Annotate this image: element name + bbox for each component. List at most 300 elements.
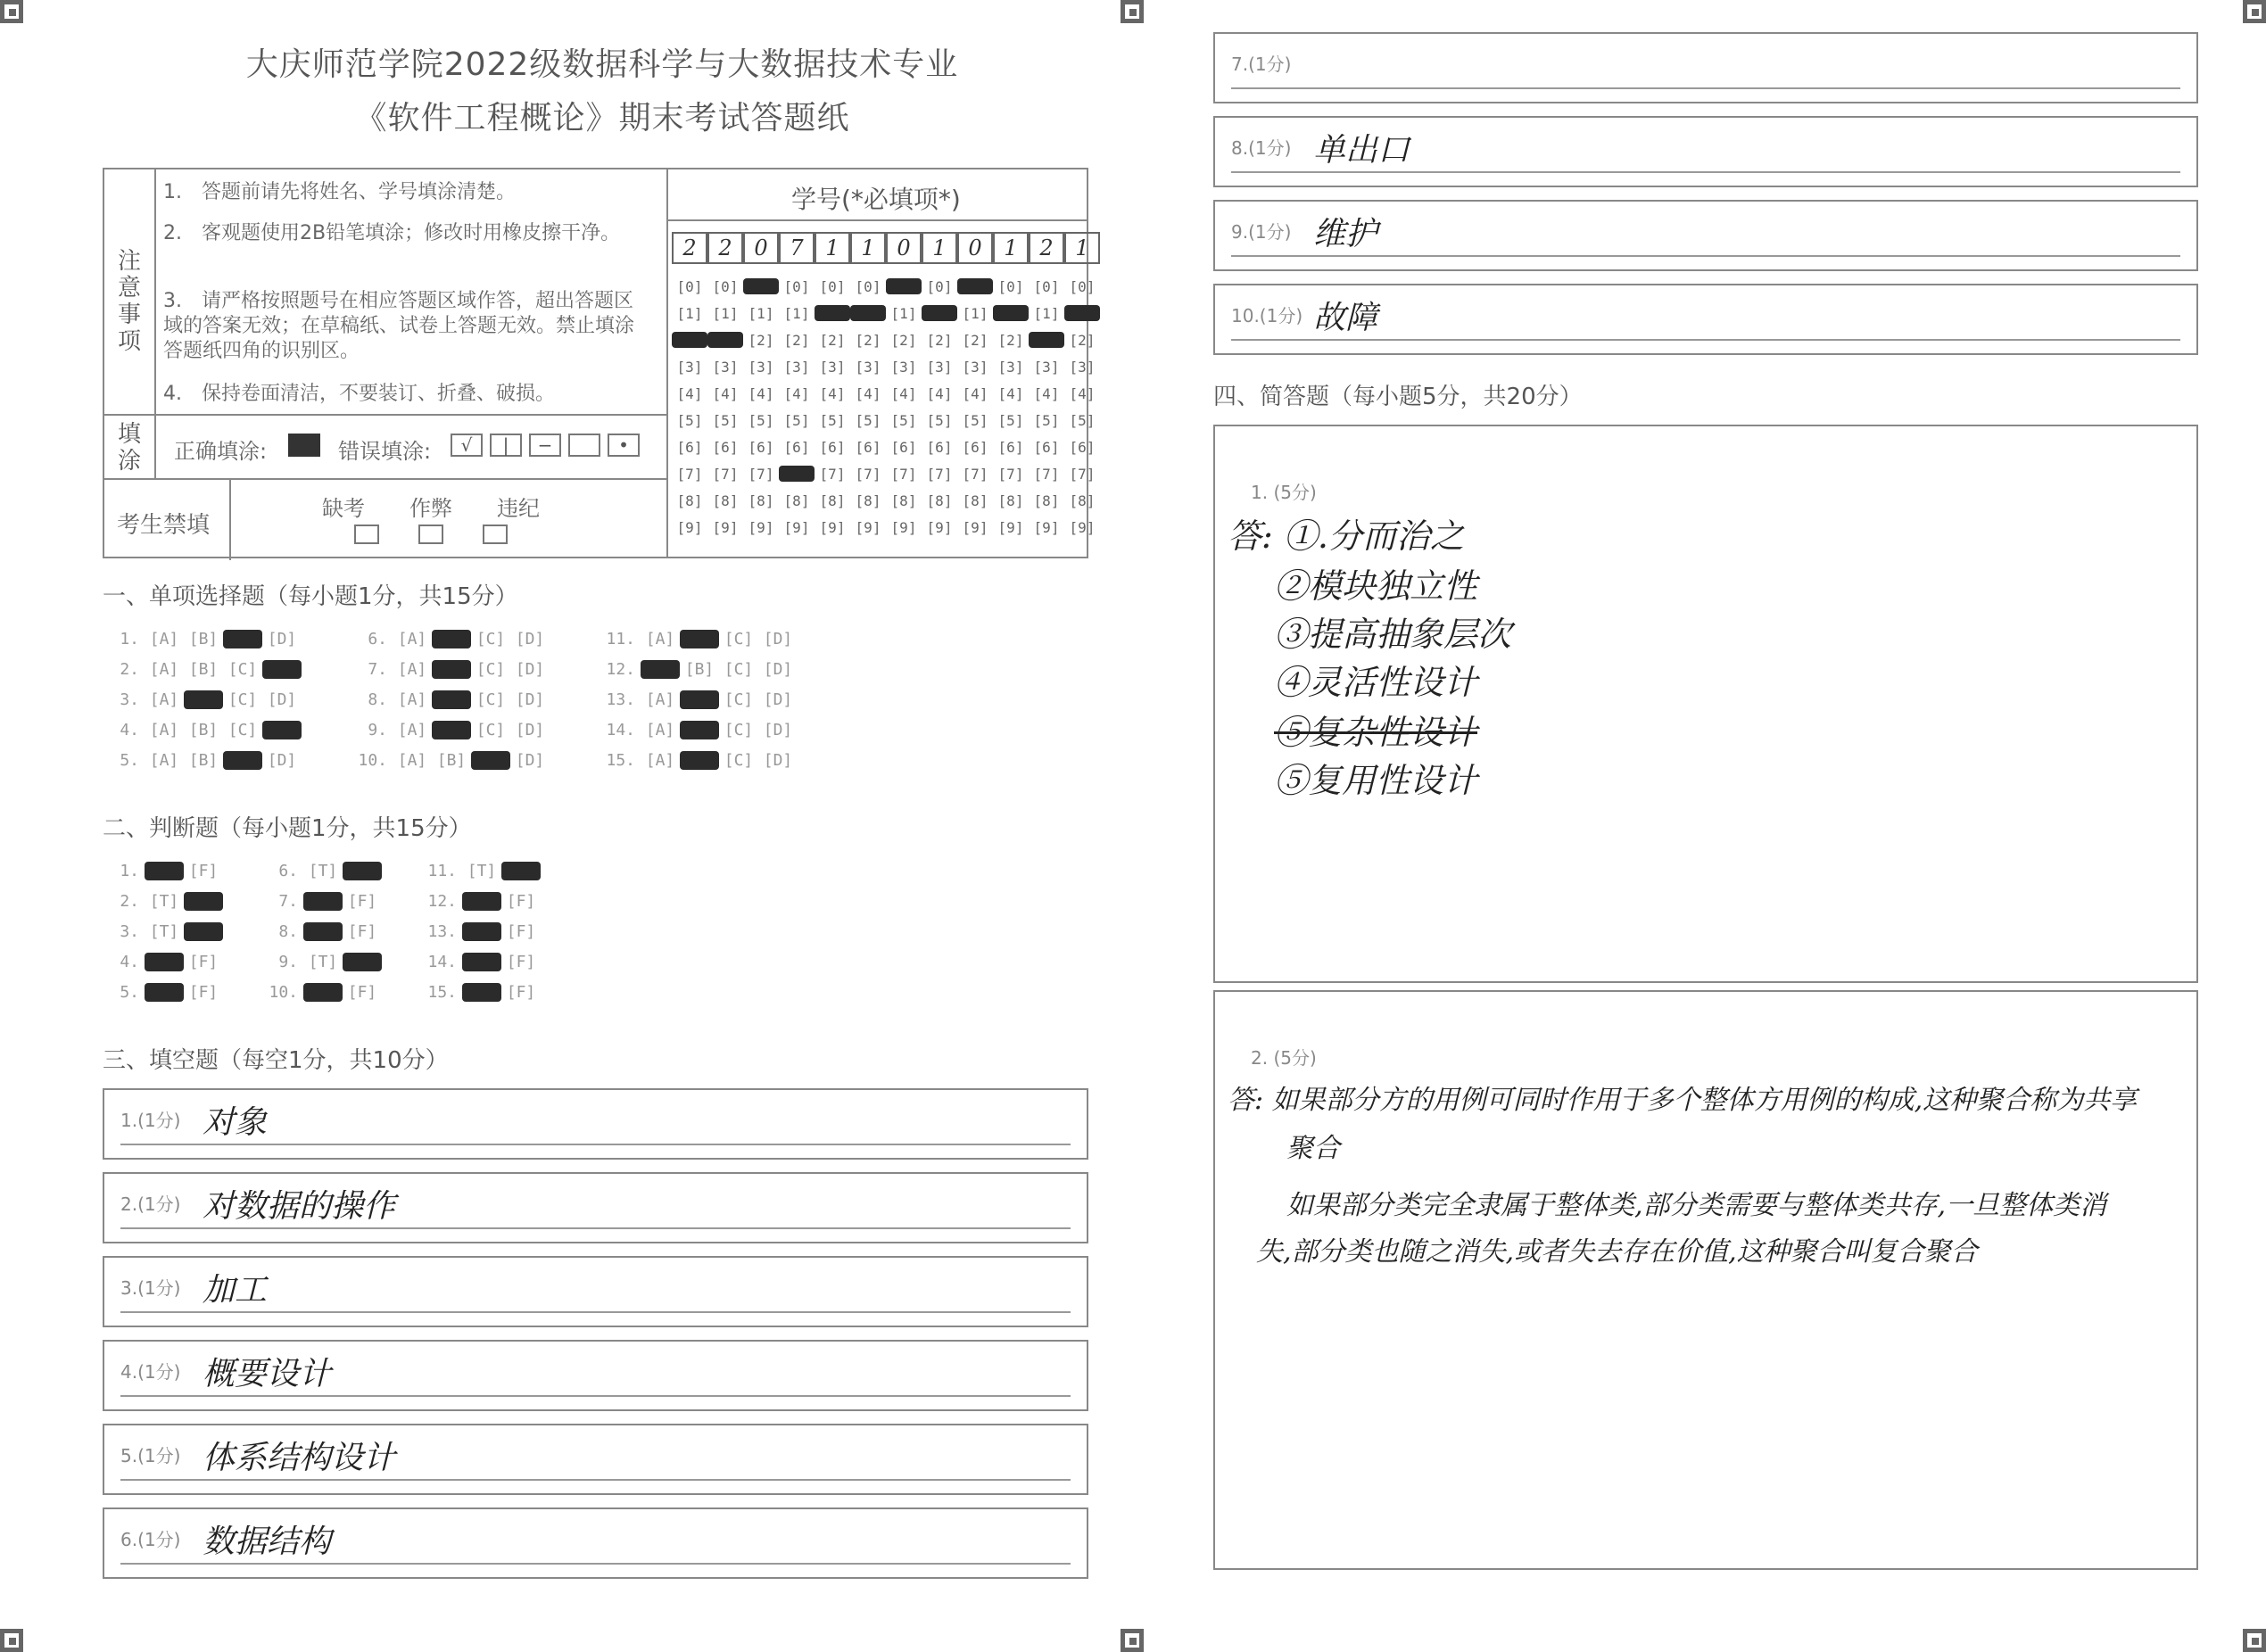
student-id-bubble[interactable]: [6] xyxy=(997,439,1024,456)
student-id-bubble[interactable]: [5] xyxy=(1033,412,1060,429)
fill-blank-label: 8.(1分) xyxy=(1231,137,1292,159)
choice-option[interactable]: [B] xyxy=(188,630,219,648)
choice-option[interactable] xyxy=(262,660,302,679)
judgement-option[interactable]: [T] xyxy=(467,862,497,880)
choice-option[interactable]: [C] xyxy=(476,660,506,679)
judgement-option[interactable] xyxy=(145,983,184,1002)
choice-option[interactable]: [B] xyxy=(684,660,715,679)
judgement-option[interactable]: [F] xyxy=(506,953,536,971)
choice-option[interactable]: [C] xyxy=(476,690,506,709)
student-id-bubble[interactable] xyxy=(957,278,993,294)
student-id-bubble[interactable]: [4] xyxy=(676,385,703,402)
wrong-mark-dash: − xyxy=(529,434,561,457)
student-id-bubble[interactable]: [2] xyxy=(926,332,953,349)
fill-blank-box[interactable] xyxy=(103,1256,1088,1327)
choice-option[interactable]: [D] xyxy=(515,660,545,679)
student-id-bubble[interactable]: [5] xyxy=(926,412,953,429)
judgement-option[interactable]: [F] xyxy=(188,953,219,971)
choice-option[interactable] xyxy=(680,630,719,648)
student-id-bubble[interactable] xyxy=(993,305,1029,321)
choice-option[interactable]: [D] xyxy=(515,721,545,739)
fill-blank-box[interactable] xyxy=(103,1340,1088,1411)
choice-option[interactable] xyxy=(432,660,471,679)
student-id-bubble[interactable]: [7] xyxy=(712,466,739,483)
student-id-digit[interactable]: 1 xyxy=(922,232,957,264)
judgement-option[interactable]: [T] xyxy=(149,892,179,911)
fill-blank-underline xyxy=(120,1144,1071,1145)
choice-option[interactable]: [A] xyxy=(149,630,179,648)
fill-heading: 填涂 xyxy=(117,421,141,475)
choice-question xyxy=(346,660,550,679)
student-id-bubble[interactable]: [8] xyxy=(1069,492,1096,509)
corner-mark-bottom-center xyxy=(1121,1629,1144,1652)
student-id-bubble[interactable]: [2] xyxy=(819,332,846,349)
student-id-digit[interactable]: 1 xyxy=(815,232,850,264)
fill-blank-box[interactable] xyxy=(103,1088,1088,1160)
judgement-question xyxy=(98,953,223,971)
student-id-bubble[interactable]: [6] xyxy=(855,439,881,456)
short-answer-1-label: 1. (5分) xyxy=(1251,482,1317,503)
student-id-bubble[interactable]: [5] xyxy=(819,412,846,429)
judgement-option[interactable]: [F] xyxy=(347,983,377,1002)
choice-option[interactable]: [D] xyxy=(267,690,297,709)
student-id-bubble[interactable]: [0] xyxy=(1033,278,1060,295)
student-id-bubble[interactable]: [8] xyxy=(819,492,846,509)
student-id-bubble[interactable]: [5] xyxy=(962,412,988,429)
corner-mark-top-right xyxy=(2243,0,2266,23)
student-id-bubble[interactable]: [2] xyxy=(855,332,881,349)
student-id-bubble[interactable]: [3] xyxy=(712,359,739,376)
student-id-bubble[interactable]: [8] xyxy=(1033,492,1060,509)
student-id-bubble[interactable]: [2] xyxy=(997,332,1024,349)
fill-blank-label: 7.(1分) xyxy=(1231,54,1292,75)
student-id-bubble[interactable]: [2] xyxy=(783,332,810,349)
judgement-option[interactable] xyxy=(462,953,501,971)
judgement-option[interactable]: [F] xyxy=(347,892,377,911)
student-id-bubble[interactable]: [4] xyxy=(997,385,1024,402)
question-number: 10. xyxy=(358,751,387,770)
short-answer-1-line-5: ⑤复杂性设计 xyxy=(1274,713,1478,752)
choice-option[interactable]: [A] xyxy=(397,660,427,679)
choice-option[interactable]: [B] xyxy=(188,751,219,770)
student-id-digit[interactable]: 0 xyxy=(957,232,993,264)
wrong-mark-check: √ xyxy=(451,434,483,457)
judgement-option[interactable] xyxy=(343,953,382,971)
notice-heading: 注意事项 xyxy=(117,248,141,355)
student-id-bubble[interactable]: [0] xyxy=(676,278,703,295)
student-id-bubble[interactable] xyxy=(779,466,815,482)
student-id-bubble[interactable]: [6] xyxy=(1033,439,1060,456)
fill-blank-underline xyxy=(1231,255,2180,257)
judgement-option[interactable]: [T] xyxy=(308,953,338,971)
judgement-question xyxy=(98,892,223,911)
choice-option[interactable]: [A] xyxy=(397,721,427,739)
wrong-mark-bar: | xyxy=(490,434,522,457)
fill-blank-box[interactable] xyxy=(103,1507,1088,1579)
student-id-bubble[interactable] xyxy=(707,332,743,348)
forbid-box-violate[interactable] xyxy=(483,525,508,544)
student-id-bubble[interactable] xyxy=(743,278,779,294)
judgement-option[interactable]: [F] xyxy=(506,922,536,941)
choice-option[interactable] xyxy=(680,721,719,739)
student-id-bubble[interactable]: [5] xyxy=(676,412,703,429)
student-id-bubble[interactable]: [9] xyxy=(997,519,1024,536)
student-id-bubble[interactable]: [6] xyxy=(748,439,774,456)
judgement-question xyxy=(98,862,223,880)
student-id-digit[interactable]: 2 xyxy=(672,232,707,264)
student-id-bubble[interactable]: [6] xyxy=(819,439,846,456)
judgement-option[interactable]: [T] xyxy=(149,922,179,941)
student-id-bubble[interactable]: [5] xyxy=(748,412,774,429)
student-id-bubble[interactable]: [3] xyxy=(1069,359,1096,376)
student-id-bubble[interactable]: [9] xyxy=(926,519,953,536)
student-id-bubble[interactable]: [8] xyxy=(712,492,739,509)
fill-blank-answer: 故障 xyxy=(1313,300,1378,336)
student-id-bubble[interactable]: [6] xyxy=(676,439,703,456)
judgement-option[interactable]: [F] xyxy=(347,922,377,941)
student-id-bubble[interactable]: [3] xyxy=(926,359,953,376)
question-number: 5. xyxy=(120,751,139,770)
judgement-option[interactable] xyxy=(184,892,223,911)
question-number: 10. xyxy=(269,983,298,1002)
corner-mark-bottom-right xyxy=(2243,1629,2266,1652)
student-id-bubble[interactable]: [3] xyxy=(855,359,881,376)
student-id-digit[interactable]: 0 xyxy=(743,232,779,264)
fill-blank-label: 6.(1分) xyxy=(120,1529,181,1550)
judgement-option[interactable] xyxy=(462,983,501,1002)
choice-question xyxy=(594,721,798,739)
forbid-box-cheat[interactable] xyxy=(418,525,443,544)
student-id-bubble[interactable]: [1] xyxy=(712,305,739,322)
short-answer-2-line-3: 如果部分类完全隶属于整体类,部分类需要与整体类共存,一旦整体类消 xyxy=(1286,1190,2107,1221)
student-id-bubble[interactable]: [9] xyxy=(748,519,774,536)
question-number: 4. xyxy=(120,721,139,739)
student-id-bubble[interactable]: [4] xyxy=(712,385,739,402)
student-id-bubble[interactable] xyxy=(672,332,707,348)
fill-blank-box[interactable] xyxy=(1213,284,2198,355)
choice-option[interactable]: [B] xyxy=(188,721,219,739)
student-id-bubble[interactable] xyxy=(1064,305,1100,321)
student-id-bubble[interactable]: [9] xyxy=(890,519,917,536)
student-id-bubble[interactable]: [7] xyxy=(676,466,703,483)
student-id-bubble[interactable]: [7] xyxy=(748,466,774,483)
choice-option[interactable]: [A] xyxy=(645,630,675,648)
student-id-digit[interactable]: 1 xyxy=(993,232,1029,264)
fill-blank-box[interactable] xyxy=(1213,116,2198,187)
judgement-option[interactable] xyxy=(303,892,343,911)
choice-option[interactable]: [C] xyxy=(476,721,506,739)
wrong-fill-label: 错误填涂: xyxy=(338,439,432,464)
choice-option[interactable]: [D] xyxy=(763,721,793,739)
forbid-heading: 考生禁填 xyxy=(117,512,211,539)
student-id-bubble[interactable]: [9] xyxy=(855,519,881,536)
student-id-bubble[interactable] xyxy=(922,305,957,321)
student-id-bubble[interactable]: [4] xyxy=(1069,385,1096,402)
fill-blank-box[interactable] xyxy=(103,1424,1088,1495)
student-id-bubble[interactable]: [6] xyxy=(890,439,917,456)
student-id-bubble[interactable]: [0] xyxy=(1069,278,1096,295)
choice-question xyxy=(98,721,302,739)
choice-option[interactable]: [A] xyxy=(149,751,179,770)
student-id-bubble[interactable]: [4] xyxy=(855,385,881,402)
question-number: 9. xyxy=(278,953,298,971)
question-number: 1. xyxy=(120,630,139,648)
choice-option[interactable]: [A] xyxy=(149,721,179,739)
short-answer-1-line-2: ②模块独立性 xyxy=(1274,566,1478,606)
forbid-option-violate: 违纪 xyxy=(497,496,540,521)
student-id-bubble[interactable]: [7] xyxy=(855,466,881,483)
fill-blank-answer: 体系结构设计 xyxy=(203,1440,396,1476)
student-id-bubble[interactable]: [6] xyxy=(1069,439,1096,456)
choice-option[interactable]: [C] xyxy=(724,751,754,770)
student-id-bubble[interactable]: [8] xyxy=(676,492,703,509)
student-id-bubble[interactable]: [7] xyxy=(1033,466,1060,483)
student-id-bubble[interactable]: [1] xyxy=(676,305,703,322)
student-id-bubble[interactable]: [7] xyxy=(962,466,988,483)
choice-option[interactable]: [A] xyxy=(645,751,675,770)
choice-option[interactable] xyxy=(223,630,262,648)
student-id-bubble[interactable]: [8] xyxy=(962,492,988,509)
choice-option[interactable]: [D] xyxy=(763,751,793,770)
judgement-option[interactable] xyxy=(184,922,223,941)
student-id-bubble[interactable]: [4] xyxy=(783,385,810,402)
choice-option[interactable]: [A] xyxy=(149,690,179,709)
judgement-question xyxy=(416,922,541,941)
student-id-bubble[interactable]: [0] xyxy=(783,278,810,295)
judgement-option[interactable]: [F] xyxy=(506,892,536,911)
choice-option[interactable]: [A] xyxy=(645,721,675,739)
student-id-bubble[interactable]: [9] xyxy=(676,519,703,536)
fill-blank-label: 4.(1分) xyxy=(120,1361,181,1383)
student-id-bubble[interactable]: [4] xyxy=(926,385,953,402)
student-id-bubble[interactable]: [7] xyxy=(997,466,1024,483)
student-id-bubble[interactable]: [2] xyxy=(890,332,917,349)
student-id-bubble[interactable]: [3] xyxy=(783,359,810,376)
question-number: 11. xyxy=(606,630,635,648)
judgement-option[interactable] xyxy=(145,862,184,880)
judgement-question xyxy=(257,953,382,971)
fill-blank-label: 9.(1分) xyxy=(1231,221,1292,243)
choice-option[interactable]: [A] xyxy=(149,660,179,679)
student-id-bubble[interactable]: [7] xyxy=(1069,466,1096,483)
question-number: 4. xyxy=(120,953,139,971)
fill-blank-underline xyxy=(120,1311,1071,1313)
student-id-bubble[interactable]: [3] xyxy=(819,359,846,376)
choice-option[interactable] xyxy=(262,721,302,739)
question-number: 1. xyxy=(120,862,139,880)
question-number: 14. xyxy=(427,953,457,971)
choice-option[interactable]: [C] xyxy=(724,690,754,709)
choice-option[interactable]: [D] xyxy=(763,690,793,709)
student-id-bubble[interactable]: [0] xyxy=(997,278,1024,295)
student-id-bubble[interactable] xyxy=(850,305,886,321)
judgement-option[interactable] xyxy=(303,922,343,941)
student-id-bubble[interactable]: [5] xyxy=(783,412,810,429)
student-id-bubble[interactable] xyxy=(1029,332,1064,348)
choice-option[interactable]: [C] xyxy=(227,690,258,709)
question-number: 7. xyxy=(368,660,387,679)
forbid-option-absent: 缺考 xyxy=(322,496,365,521)
choice-option[interactable]: [D] xyxy=(763,660,793,679)
choice-option[interactable]: [B] xyxy=(436,751,467,770)
student-id-digit[interactable]: 1 xyxy=(1064,232,1100,264)
fill-blank-box[interactable] xyxy=(1213,32,2198,103)
student-id-bubble[interactable]: [8] xyxy=(783,492,810,509)
student-id-bubble[interactable]: [4] xyxy=(890,385,917,402)
student-id-bubble[interactable]: [1] xyxy=(962,305,988,322)
student-id-bubble[interactable]: [3] xyxy=(748,359,774,376)
choice-option[interactable]: [C] xyxy=(227,721,258,739)
question-number: 12. xyxy=(606,660,635,679)
question-number: 3. xyxy=(120,922,139,941)
student-id-bubble[interactable]: [8] xyxy=(890,492,917,509)
student-id-bubble[interactable]: [9] xyxy=(783,519,810,536)
choice-option[interactable] xyxy=(432,721,471,739)
student-id-bubble[interactable]: [1] xyxy=(890,305,917,322)
choice-option[interactable] xyxy=(680,751,719,770)
student-id-bubble[interactable]: [3] xyxy=(890,359,917,376)
choice-option[interactable]: [C] xyxy=(724,630,754,648)
fill-blank-underline xyxy=(120,1395,1071,1397)
choice-option[interactable]: [C] xyxy=(724,660,754,679)
judgement-question xyxy=(416,983,541,1002)
student-id-bubble[interactable]: [0] xyxy=(926,278,953,295)
student-id-bubble[interactable]: [6] xyxy=(712,439,739,456)
choice-option[interactable]: [A] xyxy=(645,690,675,709)
student-id-bubble[interactable]: [5] xyxy=(1069,412,1096,429)
student-id-bubble[interactable]: [1] xyxy=(783,305,810,322)
student-id-bubble[interactable]: [3] xyxy=(1033,359,1060,376)
choice-option[interactable]: [A] xyxy=(397,630,427,648)
question-number: 8. xyxy=(278,922,298,941)
student-id-bubble[interactable]: [3] xyxy=(676,359,703,376)
student-id-digit[interactable]: 7 xyxy=(779,232,815,264)
student-id-bubble[interactable]: [4] xyxy=(819,385,846,402)
student-id-bubble[interactable]: [8] xyxy=(855,492,881,509)
choice-option[interactable] xyxy=(184,690,223,709)
student-id-bubble[interactable]: [4] xyxy=(1033,385,1060,402)
question-number: 6. xyxy=(278,862,298,880)
choice-option[interactable]: [A] xyxy=(397,751,427,770)
choice-option[interactable] xyxy=(432,690,471,709)
choice-option[interactable]: [A] xyxy=(397,690,427,709)
choice-option[interactable]: [D] xyxy=(515,751,545,770)
notice-table xyxy=(103,168,1096,558)
student-id-digit[interactable]: 2 xyxy=(707,232,743,264)
forbid-box-absent[interactable] xyxy=(354,525,379,544)
choice-option[interactable]: [D] xyxy=(515,630,545,648)
fill-blank-answer: 概要设计 xyxy=(203,1356,332,1392)
student-id-bubble[interactable]: [9] xyxy=(1033,519,1060,536)
student-id-bubble[interactable]: [7] xyxy=(819,466,846,483)
judgement-option[interactable]: [F] xyxy=(188,862,219,880)
fill-blank-box[interactable] xyxy=(1213,200,2198,271)
student-id-bubble[interactable]: [9] xyxy=(1069,519,1096,536)
student-id-bubble[interactable]: [2] xyxy=(962,332,988,349)
judgement-option[interactable] xyxy=(303,983,343,1002)
choice-option[interactable] xyxy=(471,751,510,770)
choice-option[interactable]: [C] xyxy=(227,660,258,679)
section4-heading: 四、简答题（每小题5分，共20分） xyxy=(1213,384,1583,410)
choice-option[interactable]: [B] xyxy=(188,660,219,679)
student-id-digit[interactable]: 2 xyxy=(1029,232,1064,264)
judgement-option[interactable] xyxy=(145,953,184,971)
student-id-bubble[interactable]: [9] xyxy=(712,519,739,536)
choice-option[interactable]: [D] xyxy=(515,690,545,709)
student-id-bubble[interactable]: [2] xyxy=(748,332,774,349)
student-id-bubble[interactable]: [8] xyxy=(926,492,953,509)
judgement-option[interactable]: [F] xyxy=(506,983,536,1002)
student-id-bubble[interactable] xyxy=(886,278,922,294)
judgement-option[interactable] xyxy=(501,862,541,880)
choice-question xyxy=(594,690,798,709)
student-id-bubble[interactable]: [4] xyxy=(748,385,774,402)
student-id-bubble[interactable]: [0] xyxy=(819,278,846,295)
student-id-bubble[interactable]: [1] xyxy=(748,305,774,322)
student-id-bubble[interactable]: [9] xyxy=(962,519,988,536)
choice-option[interactable]: [D] xyxy=(267,630,297,648)
student-id-bubble[interactable]: [5] xyxy=(855,412,881,429)
choice-question xyxy=(346,630,550,648)
section3-heading: 三、填空题（每空1分，共10分） xyxy=(103,1047,449,1074)
student-id-bubble[interactable]: [0] xyxy=(855,278,881,295)
choice-question xyxy=(98,690,302,709)
short-answer-box-2[interactable] xyxy=(1213,990,2198,1570)
student-id-bubble[interactable] xyxy=(815,305,850,321)
choice-option[interactable] xyxy=(680,690,719,709)
student-id-bubble[interactable]: [7] xyxy=(890,466,917,483)
student-id-bubble[interactable]: [6] xyxy=(962,439,988,456)
student-id-bubble[interactable]: [5] xyxy=(890,412,917,429)
choice-option[interactable]: [C] xyxy=(476,630,506,648)
student-id-bubble[interactable]: [6] xyxy=(783,439,810,456)
choice-option[interactable]: [D] xyxy=(267,751,297,770)
judgement-question xyxy=(98,922,223,941)
student-id-bubble[interactable]: [8] xyxy=(997,492,1024,509)
student-id-bubble[interactable]: [5] xyxy=(997,412,1024,429)
choice-option[interactable] xyxy=(641,660,680,679)
choice-option[interactable]: [D] xyxy=(763,630,793,648)
judgement-option[interactable] xyxy=(462,922,501,941)
student-id-bubble[interactable]: [6] xyxy=(926,439,953,456)
judgement-option[interactable] xyxy=(343,862,382,880)
choice-option[interactable]: [C] xyxy=(724,721,754,739)
fill-blank-box[interactable] xyxy=(103,1172,1088,1243)
student-id-bubble[interactable]: [7] xyxy=(926,466,953,483)
judgement-option[interactable]: [T] xyxy=(308,862,338,880)
student-id-bubble[interactable]: [8] xyxy=(748,492,774,509)
fill-blank-underline xyxy=(120,1563,1071,1565)
choice-option[interactable] xyxy=(432,630,471,648)
student-id-digit[interactable]: 0 xyxy=(886,232,922,264)
student-id-bubble[interactable]: [4] xyxy=(962,385,988,402)
judgement-option[interactable] xyxy=(462,892,501,911)
student-id-bubble[interactable]: [3] xyxy=(962,359,988,376)
student-id-bubble[interactable]: [1] xyxy=(1033,305,1060,322)
student-id-bubble[interactable]: [0] xyxy=(712,278,739,295)
judgement-option[interactable]: [F] xyxy=(188,983,219,1002)
short-answer-box-1[interactable] xyxy=(1213,425,2198,983)
fill-blank-label: 3.(1分) xyxy=(120,1277,181,1299)
choice-option[interactable] xyxy=(223,751,262,770)
student-id-bubble[interactable]: [2] xyxy=(1069,332,1096,349)
student-id-bubble[interactable]: [9] xyxy=(819,519,846,536)
judgement-question xyxy=(257,892,382,911)
student-id-bubble[interactable]: [3] xyxy=(997,359,1024,376)
student-id-bubble[interactable]: [5] xyxy=(712,412,739,429)
student-id-digit[interactable]: 1 xyxy=(850,232,886,264)
question-number: 5. xyxy=(120,983,139,1002)
